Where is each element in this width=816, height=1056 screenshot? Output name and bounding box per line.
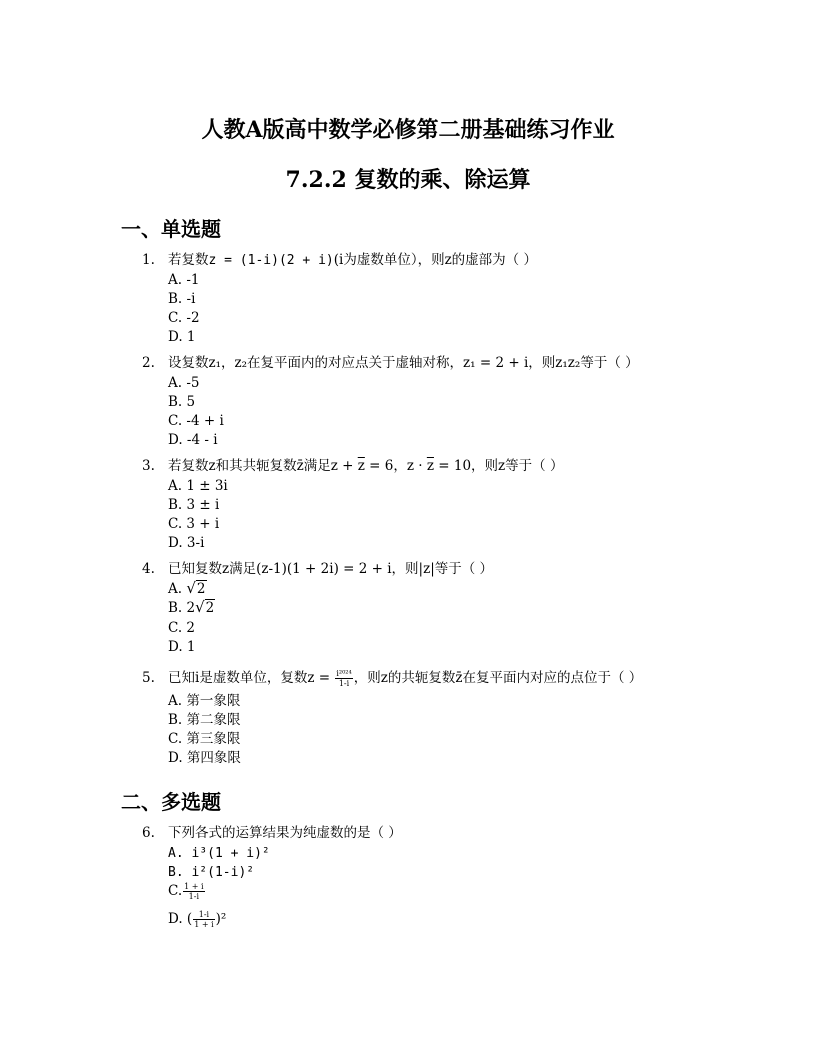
- question-number: 1.: [142, 252, 155, 268]
- document-subtitle: 7.2.2 复数的乘、除运算: [285, 167, 531, 193]
- option-c: C. 第三象限: [168, 731, 241, 747]
- option-d: D. 1: [168, 639, 196, 655]
- question-number: 5.: [142, 670, 155, 686]
- fraction: $\frac{\text{i²⁰²⁴}}{1-i}$: [336, 669, 352, 688]
- option-d: D. 第四象限: [168, 750, 241, 766]
- fraction: $\frac{1-i}{1 + i}$: [194, 910, 214, 929]
- question-number: 4.: [142, 561, 155, 577]
- option-c: C. 2: [168, 620, 196, 636]
- option-b: B. -i: [168, 291, 196, 307]
- square-root: √2: [195, 598, 215, 616]
- option-a: A. 1 ± 3i: [168, 478, 228, 494]
- option-c: C. -4 + i: [168, 413, 224, 429]
- question-3: 3. 若复数z和其共轭复数z̄满足$z + \overline{z} = 6$，$z \cdot \overline{z} = 10$，则z等于（ ）: [142, 458, 564, 474]
- question-5: 5. 已知i是虚数单位，复数z = $\frac{\text{i²⁰²⁴}}{1-i}$ ，则z的共轭复数z̄在复平面内对应的点位于（ ）: [142, 669, 643, 688]
- option-b: B. 3 ± i: [168, 497, 220, 513]
- question-1: 1. 若复数z = (1-i)(2 + i)(i为虚数单位），则z的虚部为（ ）: [142, 252, 537, 268]
- option-d: D. 1: [168, 329, 196, 345]
- question-number: 6.: [142, 825, 155, 841]
- section-heading-multiple-choice: 二、多选题: [121, 790, 221, 814]
- question-2: 2. 设复数z₁，z₂在复平面内的对应点关于虚轴对称，z₁ = 2 + i，则z₁z₂等于（ ）: [142, 355, 639, 371]
- option-d: D. 3-i: [168, 535, 205, 551]
- option-b: B. 2√2: [168, 598, 215, 616]
- option-b: B. 5: [168, 394, 196, 410]
- option-a: A. -5: [168, 375, 200, 391]
- section-heading-single-choice: 一、单选题: [121, 217, 221, 241]
- document-title: 人教A版高中数学必修第二册基础练习作业: [201, 117, 615, 143]
- option-a: A. 第一象限: [168, 693, 241, 709]
- option-a: A. √2: [168, 579, 206, 597]
- option-a: A. -1: [168, 272, 200, 288]
- option-b: B. 第二象限: [168, 712, 241, 728]
- fraction: $\frac{1 + i}{1-i}$: [184, 882, 204, 901]
- option-c: C. -2: [168, 310, 200, 326]
- option-c: C. 3 + i: [168, 516, 220, 532]
- option-a: A. i³(1 + i)²: [168, 846, 270, 861]
- option-d: D. ( $\frac{1-i}{1 + i}$ )²: [168, 910, 227, 929]
- question-number: 2.: [142, 355, 155, 371]
- option-c: C. $\frac{1 + i}{1-i}$: [168, 882, 204, 901]
- question-6: 6. 下列各式的运算结果为纯虚数的是（ ）: [142, 825, 402, 841]
- option-d: D. -4 - i: [168, 432, 218, 448]
- option-b: B. i²(1-i)²: [168, 865, 255, 880]
- square-root: √2: [186, 579, 206, 597]
- question-number: 3.: [142, 458, 155, 474]
- question-4: 4. 已知复数z满足(z-1)(1 + 2i) = 2 + i，则|z|等于（ ）: [142, 561, 494, 577]
